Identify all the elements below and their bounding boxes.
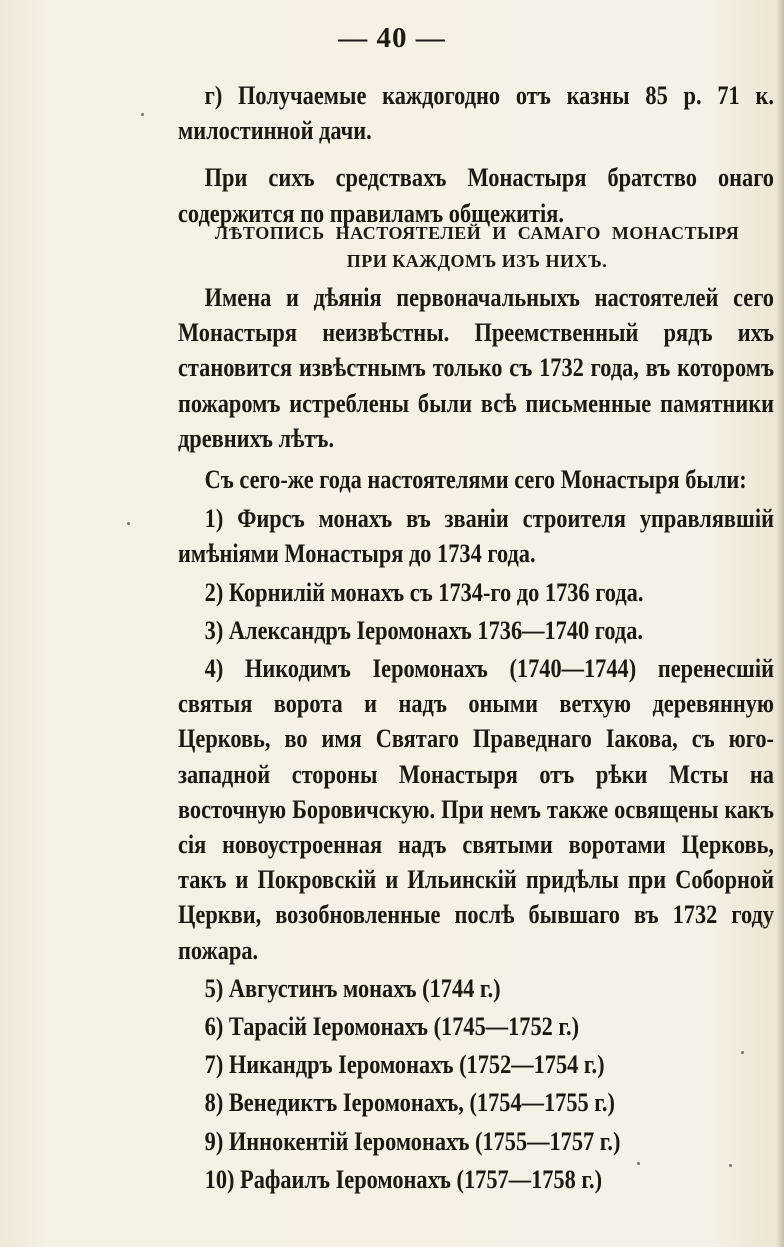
section-heading [172, 222, 782, 272]
ink-speck [637, 1162, 640, 1165]
list-item: 6) Тарасій Іеромонахъ (1745—1752 г.) [204, 1012, 580, 1042]
body-paragraph-2: Съ сего-же года настоятелями сего Монастыря были: [204, 465, 747, 495]
body-paragraph-1: Имена и дѣянія первоначальныхъ настоятелей сего Монастыря неизвѣстны. Преемственный рядъ ихъ становится извѣстнымъ только съ 1732 года, въ которомъ пожаромъ истреблены были всѣ письменные памятники древнихъ лѣтъ. [178, 283, 774, 453]
list-item: 10) Рафаилъ Іеромонахъ (1757—1758 г.) [204, 1164, 603, 1194]
page-number: — 40 — [338, 22, 446, 54]
list-item: 4) Никодимъ Іеромонахъ (1740—1744) перенесшій святыя ворота и надъ оными ветхую деревянную Церковь, во имя Святаго Праведнаго Іакова, съ юго-западной стороны Монастыря отъ рѣки Мсты на восточную Боровичскую. При немъ также освящены какъ сія новоустроенная надъ святыми воротами Церковь, такъ и Покровскій и Ильинскій придѣлы при Соборной Церкви, возобновленные послѣ бывшаго въ 1732 году пожара. [178, 654, 774, 965]
intro-paragraph-2: При сихъ средствахъ Монастыря братство онаго содержится по правиламъ общежитія. [178, 163, 774, 228]
list-item: 8) Венедиктъ Іеромонахъ, (1754—1755 г.) [204, 1088, 615, 1118]
intro-block [178, 78, 774, 231]
intro-paragraph-1: г) Получаемые каждогодно отъ казны 85 р. 71 к. милостинной дачи. [178, 81, 774, 146]
ink-speck [741, 1051, 744, 1054]
abbots-list [178, 501, 774, 1197]
section-heading-line-1: ЛѢТОПИСЬ НАСТОЯТЕЛЕЙ И САМАГО МОНАСТЫРЯ [214, 223, 740, 243]
list-item: 9) Иннокентій Іеромонахъ (1755—1757 г.) [204, 1126, 621, 1156]
section-heading-line-2: ПРИ КАЖДОМЪ ИЗЪ НИХЪ. [346, 251, 608, 271]
ink-speck [127, 522, 130, 525]
ink-speck [141, 113, 144, 116]
list-item: 2) Корнилій монахъ съ 1734-го до 1736 года. [204, 577, 644, 607]
list-item: 3) Александръ Іеромонахъ 1736—1740 года. [204, 615, 644, 645]
page-edge-shadow [776, 0, 784, 1247]
main-text [178, 280, 774, 1197]
list-item: 1) Фирсъ монахъ въ званіи строителя управлявшій имѣніями Монастыря до 1734 года. [178, 504, 774, 569]
ink-speck [729, 1164, 732, 1167]
list-item: 7) Никандръ Іеромонахъ (1752—1754 г.) [204, 1050, 605, 1080]
list-item: 5) Августинъ монахъ (1744 г.) [204, 973, 501, 1003]
